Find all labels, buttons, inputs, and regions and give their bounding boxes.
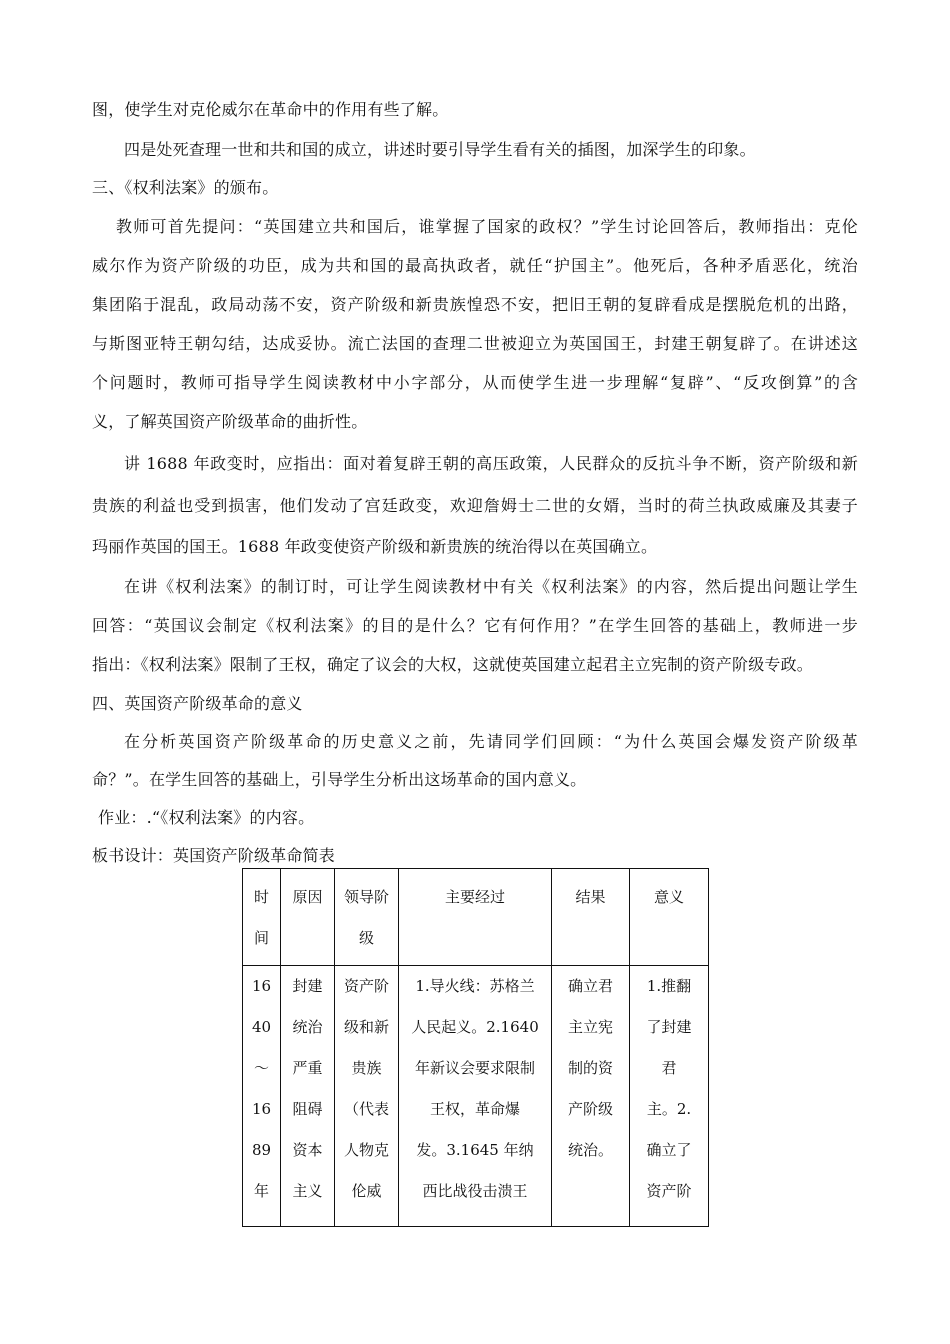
cell-leader: 资产阶 级和新 贵族 （代表 人物克 伦威: [335, 966, 399, 1227]
summary-table: [242, 868, 709, 1227]
paragraph-line: 集团陷于混乱，政局动荡不安，资产阶级和新贵族惶恐不安，把旧王朝的复辟看成是摆脱危机的出路，: [92, 295, 858, 314]
paragraph-line: 回答：“英国议会制定《权利法案》的目的是什么？它有何作用？”在学生回答的基础上，教师进一步: [92, 616, 858, 635]
paragraph-line: 指出：《权利法案》限制了王权，确定了议会的大权，这就使英国建立起君主立宪制的资产阶级专政。: [92, 655, 814, 674]
cell-meaning: 1.推翻 了封建 君 主。2. 确立了 资产阶: [630, 966, 709, 1227]
cell-time: 16 40 ～ 16 89 年: [243, 966, 281, 1227]
paragraph-line: 个问题时，教师可指导学生阅读教材中小字部分，从而使学生进一步理解“复辟”、“反攻倒算”的含: [92, 373, 858, 392]
cell-result: 确立君 主立宪 制的资 产阶级 统治。: [552, 966, 630, 1227]
section-heading: 三、《权利法案》的颁布。: [92, 178, 279, 197]
cell-cause: 封建 统治 严重 阻碍 资本 主义: [281, 966, 335, 1227]
paragraph-line: 图，使学生对克伦威尔在革命中的作用有些了解。: [92, 100, 449, 119]
header-cell-cause: 原因: [281, 869, 335, 966]
paragraph-line: 四是处死查理一世和共和国的成立，讲述时要引导学生看有关的插图，加深学生的印象。: [124, 140, 756, 159]
header-cell-process: 主要经过: [399, 869, 552, 966]
section-heading: 四、英国资产阶级革命的意义: [92, 694, 303, 713]
header-cell-time: 时 间: [243, 869, 281, 966]
header-cell-meaning: 意义: [630, 869, 709, 966]
paragraph-line: 贵族的利益也受到损害，他们发动了宫廷政变，欢迎詹姆士二世的女婿，当时的荷兰执政威廉及其妻子: [92, 496, 858, 515]
paragraph-line: 在讲《权利法案》的制订时，可让学生阅读教材中有关《权利法案》的内容，然后提出问题让学生: [124, 577, 858, 596]
table-row: [243, 966, 709, 1227]
paragraph-line: 与斯图亚特王朝勾结，达成妥协。流亡法国的查理二世被迎立为英国国王，封建王朝复辟了。在讲述这: [92, 334, 858, 353]
paragraph-line: 讲 1688 年政变时，应指出：面对着复辟王朝的高压政策，人民群众的反抗斗争不断，资产阶级和新: [124, 454, 858, 473]
table-header-row: [243, 869, 709, 966]
paragraph-line: 威尔作为资产阶级的功臣，成为共和国的最高执政者，就任“护国主”。他死后，各种矛盾恶化，统治: [92, 256, 858, 275]
paragraph-line: 教师可首先提问：“英国建立共和国后，谁掌握了国家的政权？”学生讨论回答后，教师指出：克伦: [116, 217, 858, 236]
paragraph-line: 义，了解英国资产阶级革命的曲折性。: [92, 412, 368, 431]
board-design-title: 板书设计：英国资产阶级革命简表: [92, 846, 336, 865]
homework-line: 作业：.“《权利法案》的内容。: [98, 808, 315, 827]
header-cell-leader: 领导阶 级: [335, 869, 399, 966]
paragraph-line: 命？”。在学生回答的基础上，引导学生分析出这场革命的国内意义。: [92, 770, 587, 789]
paragraph-line: 玛丽作英国的国王。1688 年政变使资产阶级和新贵族的统治得以在英国确立。: [92, 537, 658, 556]
cell-process: 1.导火线：苏格兰 人民起义。2.1640 年新议会要求限制 王权，革命爆 发。3.1645 年纳 西比战役击溃王: [399, 966, 552, 1227]
header-cell-result: 结果: [552, 869, 630, 966]
paragraph-line: 在分析英国资产阶级革命的历史意义之前，先请同学们回顾：“为什么英国会爆发资产阶级革: [124, 732, 858, 751]
